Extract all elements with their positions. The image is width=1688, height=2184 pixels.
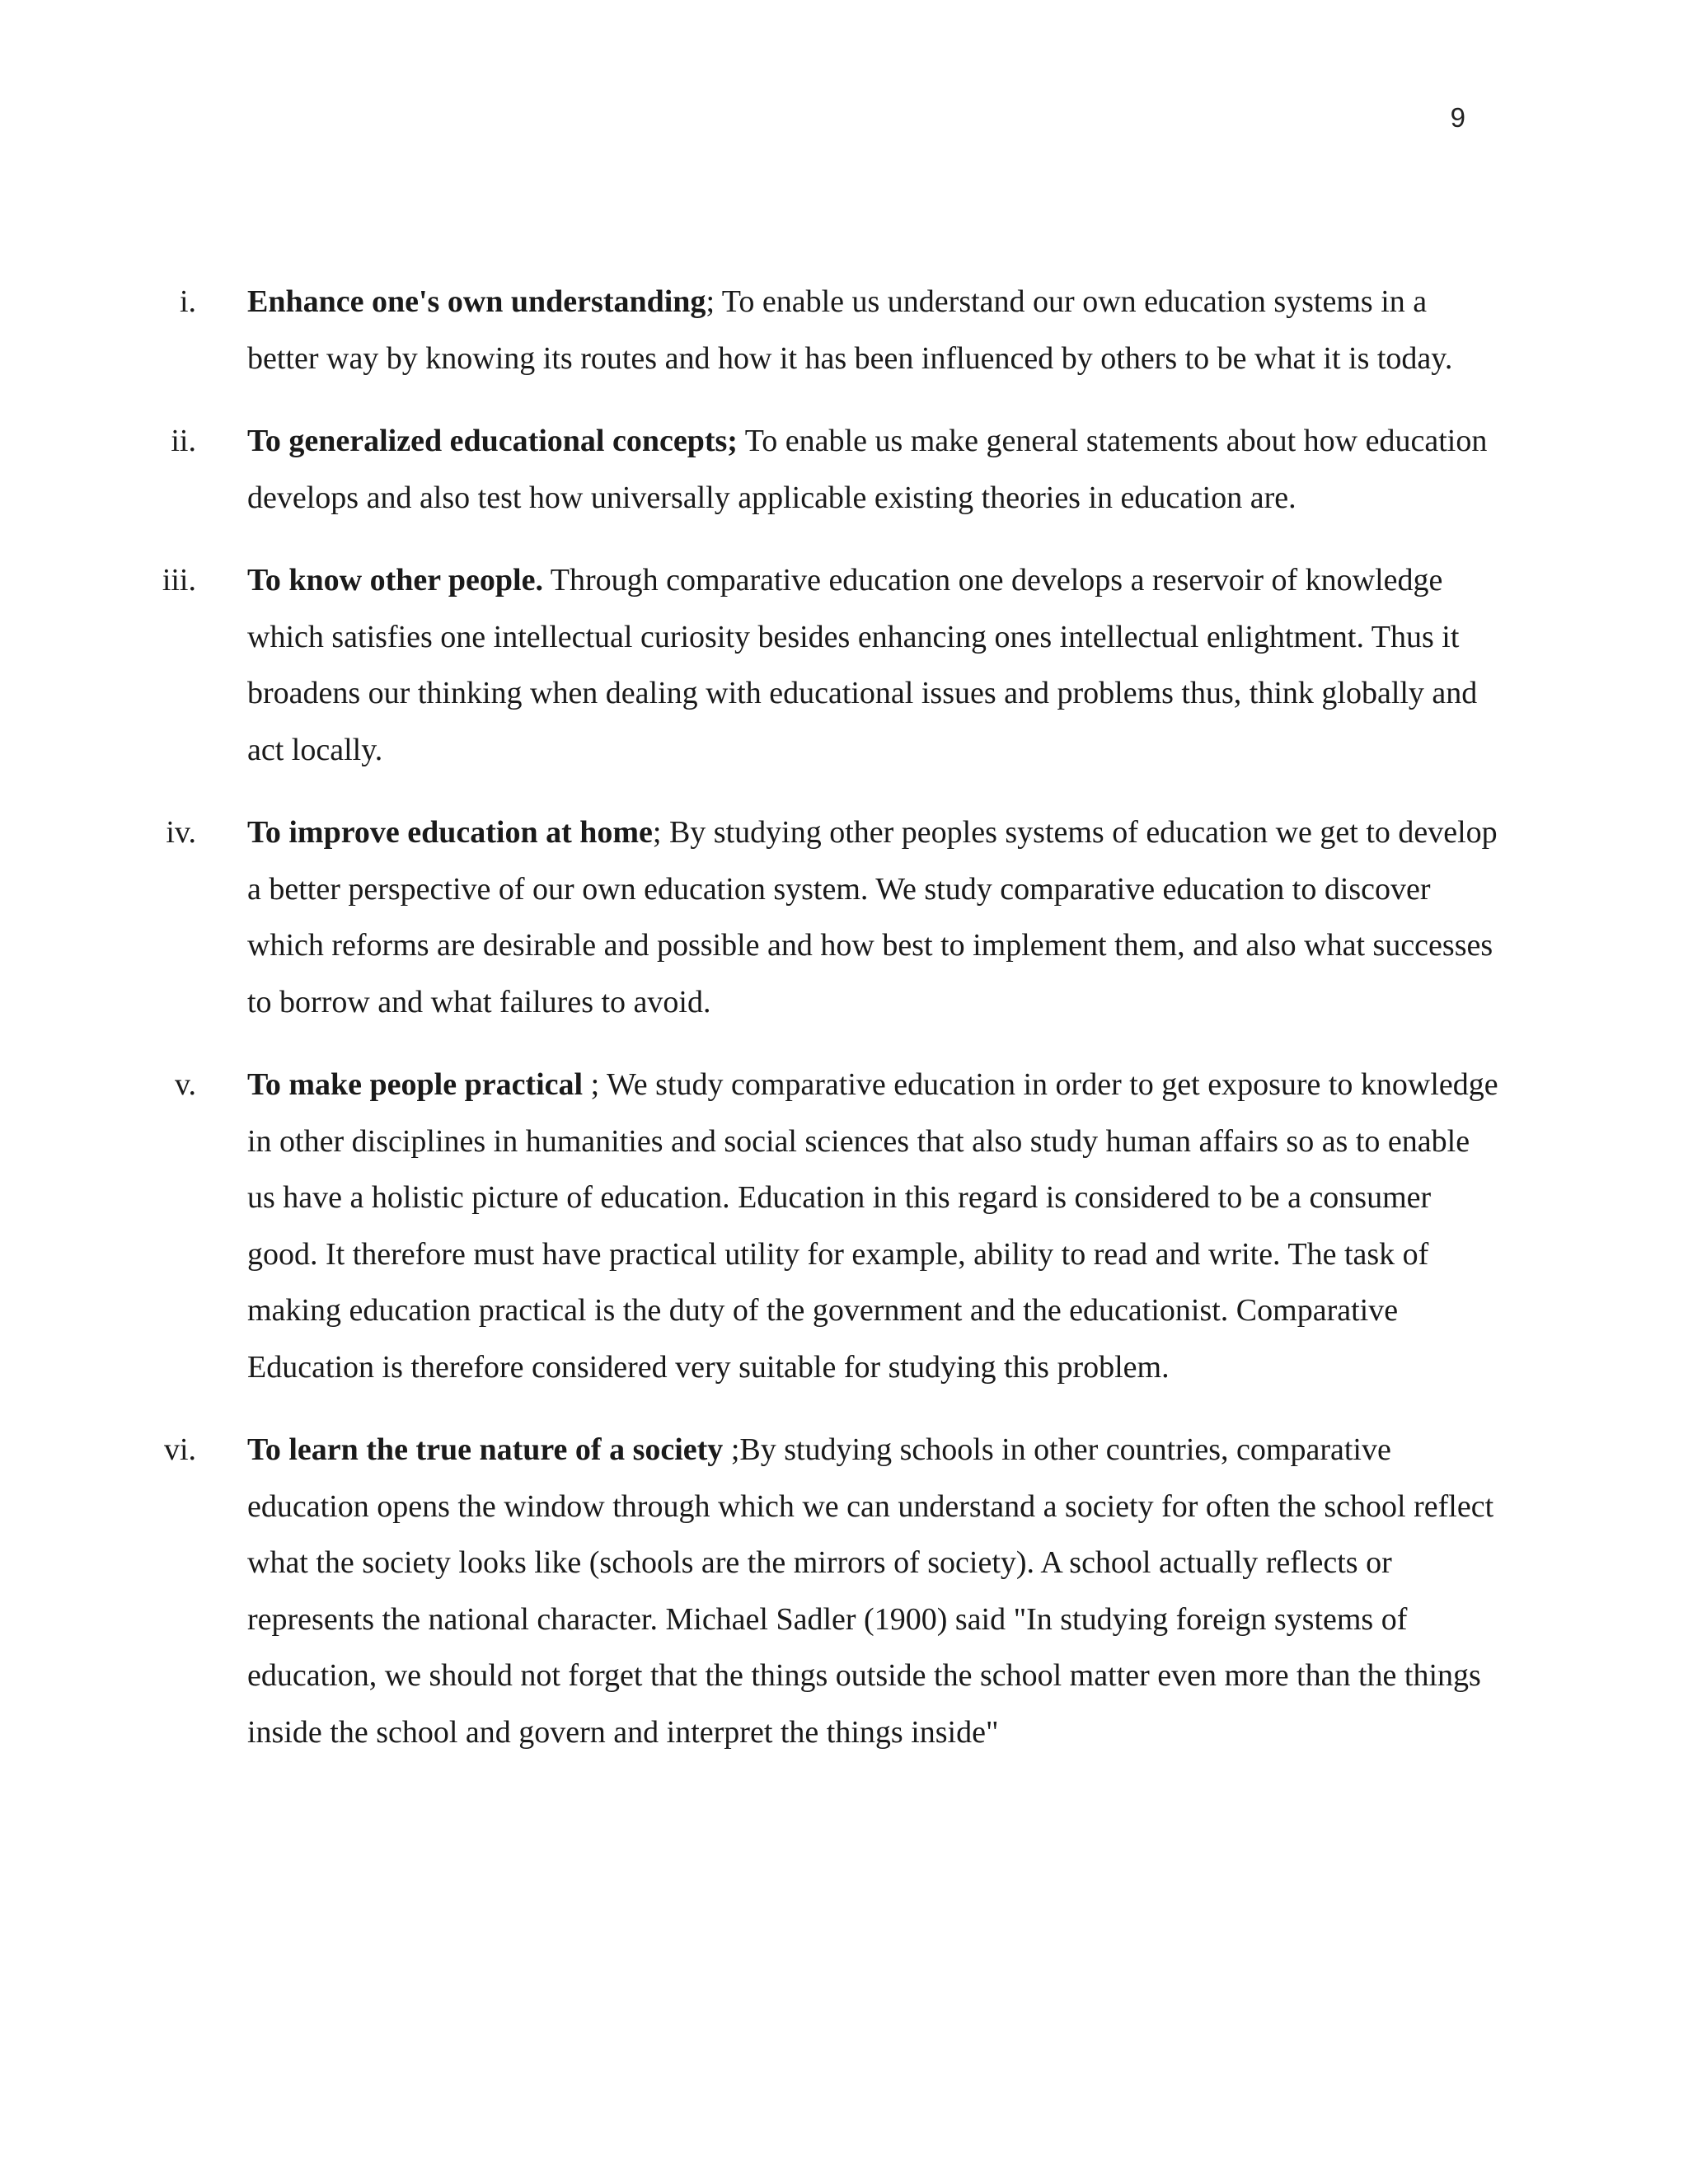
- list-item-body: To enable us make general statements about how education develops and also test how universally applicable existing theories in education are.: [247, 424, 1488, 515]
- list-numeral: i.: [179, 284, 196, 319]
- list-item-body: Through comparative education one develops a reservoir of knowledge which satisfies one intellectual curiosity besides enhancing ones intellectual enlightment. Thus it broadens our thinking when dealing with educational issues and problems thus, think globally and act locally.: [247, 563, 1478, 767]
- list-numeral: ii.: [171, 424, 196, 458]
- list-item-body: ; To enable us understand our own education systems in a better way by knowing its routes and how it has been influenced by others to be what it is today.: [247, 284, 1453, 376]
- list-item-body: ; We study comparative education in order to get exposure to knowledge in other disciplines in humanities and social sciences that also study human affairs so as to enable us have a holistic picture of education. Education in this regard is considered to be a consumer good. It therefore must have practical utility for example, ability to read and write. The task of making education practical is the duty of the government and the educationist. Comparative Education is therefore considered very suitable for studying this problem.: [247, 1067, 1498, 1385]
- list-item: [0, 413, 1688, 526]
- purpose-list: [0, 274, 1688, 1787]
- list-numeral: v.: [174, 1067, 196, 1102]
- list-numeral: iv.: [166, 815, 196, 850]
- list-item-title: To generalized educational concepts;: [247, 424, 738, 458]
- list-item-text: [247, 413, 1500, 526]
- list-item: [0, 804, 1688, 1030]
- list-item-body: ;By studying schools in other countries, comparative education opens the window through which we can understand a society for often the school reflect what the society looks like (schools are the mirrors of society). A school actually reflects or represents the national character. Michael Sadler (1900) said "In studying foreign systems of education, we should not forget that the things outside the school matter even more than the things inside the school and govern and interpret the things inside": [247, 1432, 1494, 1750]
- list-item-body: ; By studying other peoples systems of education we get to develop a better perspective of our own education system. We study comparative education to discover which reforms are desirable and possible and how best to implement them, and also what successes to borrow and what failures to avoid.: [247, 815, 1498, 1019]
- list-item-text: [247, 552, 1500, 778]
- list-item-text: [247, 804, 1500, 1030]
- list-item-text: [247, 274, 1500, 387]
- list-item-title: To make people practical: [247, 1067, 584, 1102]
- list-item: [0, 1422, 1688, 1760]
- list-item-title: To know other people.: [247, 563, 543, 598]
- list-numeral: vi.: [163, 1432, 196, 1467]
- list-item: [0, 1057, 1688, 1395]
- list-item-title: Enhance one's own understanding: [247, 284, 706, 319]
- list-item-title: To improve education at home: [247, 815, 653, 850]
- list-item: [0, 552, 1688, 778]
- list-item-text: [247, 1057, 1500, 1395]
- list-numeral: iii.: [162, 563, 196, 598]
- page-number: 9: [1450, 102, 1465, 133]
- list-item-text: [247, 1422, 1500, 1760]
- list-item: [0, 274, 1688, 387]
- list-item-title: To learn the true nature of a society: [247, 1432, 724, 1467]
